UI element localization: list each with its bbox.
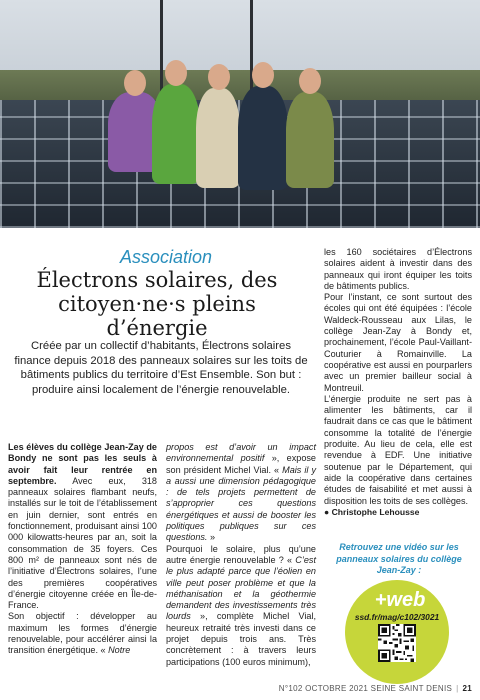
article-quote: propos est d’avoir un impact environnemental positif: [166, 442, 316, 464]
web-promo-text: Retrouvez une vidéo sur les panneaux solaires du collège Jean-Zay :: [336, 542, 462, 575]
web-link[interactable]: ssd.fr/mag/c102/3021: [354, 612, 440, 622]
photo-person-head: [252, 62, 274, 88]
article-column-2: [166, 442, 316, 668]
photo-person-head: [208, 64, 230, 90]
photo-person-head: [165, 60, 187, 86]
article-quote: Notre: [108, 645, 131, 656]
photo-person-head: [124, 70, 146, 96]
page-number: 21: [462, 684, 472, 693]
page-footer: N°102 OCTOBRE 2021 SEINE SAINT DENIS | 21: [278, 684, 472, 693]
article-text: Son objectif : développer au maximum les formes d’énergie renouvelable, pour accélérer ainsi la transition énergétique. «: [8, 611, 157, 656]
photo-person: [196, 88, 240, 188]
article-paragraph: Pour l’instant, ce sont surtout des écoles qui ont été équipées : l’école Waldeck-Rousseau aux Lilas, le collège Jean-Zay à Bondy et, prochainement, l’école Paul-Vaillant-Couturier à Romainville. La coopérative est aussi en pourparlers avec un premier bailleur social à Montreuil.: [324, 292, 472, 393]
article-text: Pourquoi le solaire, plus qu’une autre énergie renouvelable ? «: [166, 543, 316, 565]
article-title: Électrons solaires, des citoyen·ne·s pleins d’énergie: [36, 268, 278, 340]
article-paragraph: L’énergie produite ne sert pas à alimenter les bâtiments, car il faudrait dans ce cas que le bâtiment consomme la totalité de l’énergie produite. Au lieu de cela, elle est revendue à EDF. Une initiative soutenue par le Département, qui aide la coopérative dans certaines études de faisabilité et met aussi à disposition les toits de ses collèges.: [324, 393, 472, 506]
photo-person: [286, 92, 334, 188]
issue-info: N°102 OCTOBRE 2021 SEINE SAINT DENIS: [278, 684, 453, 693]
article-lead-in: Les élèves du collège Jean-Zay de Bondy ne sont pas les seuls à avoir fait leur rentrée en septembre.: [8, 442, 157, 486]
article-paragraph: les 160 sociétaires d’Électrons solaires aident à investir dans des panneaux qui iront équiper les toits de bâtiments publics.: [324, 247, 472, 291]
article-lede: Créée par un collectif d’habitants, Électrons solaires finance depuis 2018 des panneaux solaires sur les toits de bâtiments publics du territoire d’Est Ensemble. Son but : produire ainsi localement de l’énergie renouvelable.: [14, 340, 308, 396]
article-column-3: [324, 247, 472, 518]
article-text: Avec eux, 318 panneaux solaires flambant neufs, installés sur le toit de l’établissement en juin dernier, sont entrés en fonctionnement, produisant ainsi 100 000 kilowatts-heures par an, soit la consommation de 35 foyers. Ces 800 m² de panneaux sont nés de l’initiative d’Électrons solaires, l’une des premières coopératives d’énergie citoyenne créée en Île-de-France.: [8, 475, 157, 611]
article-text: »: [207, 532, 216, 543]
article-signature: ● Christophe Lehousse: [324, 506, 420, 517]
web-badge-label: +web: [374, 589, 426, 611]
article-quote: C’est le plus adapté parce que l’éolien en ville peut poser problème et que la méthanisation et la géothermie demandent des investissements très lourds: [166, 554, 316, 622]
article-photo: [0, 0, 480, 228]
article-text: », complète Michel Vial, heureux retraité très investi dans ce projet depuis trois ans. Très concrètement : à travers leurs participations (100 euros minimum),: [166, 611, 316, 667]
photo-person: [152, 84, 200, 184]
article-quote: Mais il y a aussi une dimension pédagogique : de tels projets permettent de s’approprier ces questions énergétiques et aussi de booster les politiques publiques sur ces questions.: [166, 464, 316, 543]
article-text: », expose son président Michel Vial. «: [166, 453, 316, 475]
article-column-1: [8, 442, 157, 657]
article-kicker: Association: [120, 247, 213, 267]
qr-code-icon[interactable]: [378, 624, 416, 662]
photo-person-head: [299, 68, 321, 94]
photo-person: [238, 86, 288, 190]
